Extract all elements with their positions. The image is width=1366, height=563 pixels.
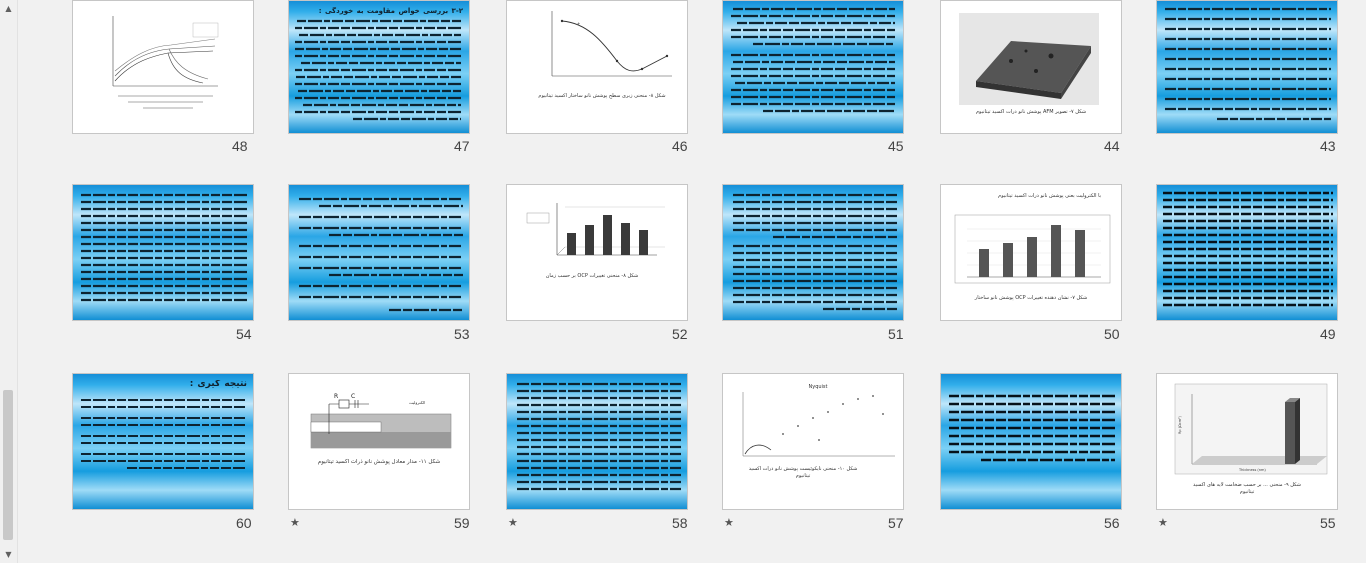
- slide-text-lines: [73, 185, 254, 321]
- slide-text-lines: [941, 374, 1122, 510]
- slide-number: 60: [236, 515, 252, 531]
- slide-number: 54: [236, 326, 252, 342]
- slide-number: 47: [454, 138, 470, 154]
- vertical-scrollbar[interactable]: [0, 0, 18, 563]
- svg-text:C: C: [351, 393, 356, 400]
- bar-chart-figure: [507, 185, 688, 321]
- animation-star-icon[interactable]: ★: [290, 516, 300, 529]
- slide-thumbnail-57[interactable]: [722, 373, 904, 510]
- slide-text-lines: [79, 390, 247, 500]
- slide-thumbnail-46[interactable]: [506, 0, 688, 134]
- figure-caption: شکل ۸- منحنی تغییرات OCP بر حسب زمان: [545, 273, 639, 279]
- figure-caption: شکل ۷- تصویر AFM پوشش نانو ذرات اکسید تیتانیوم: [975, 109, 1087, 115]
- slide-thumbnail-49[interactable]: [1156, 184, 1338, 321]
- slide-thumbnail-51[interactable]: [722, 184, 904, 321]
- scroll-up-icon[interactable]: ▲: [5, 4, 12, 13]
- animation-star-icon[interactable]: ★: [508, 516, 518, 529]
- slide-number: 59: [454, 515, 470, 531]
- slide-number: 50: [1104, 326, 1120, 342]
- slide-number: 48: [232, 138, 248, 154]
- slide-number: 49: [1320, 326, 1336, 342]
- slide-thumbnail-43[interactable]: [1156, 0, 1338, 134]
- svg-text:+: +: [577, 21, 581, 26]
- slide-thumbnail-54[interactable]: [72, 184, 254, 321]
- slide-text-lines: [507, 374, 688, 510]
- equivalent-circuit-figure: [289, 374, 470, 510]
- slide-text-lines: [1157, 185, 1338, 321]
- slide-thumbnail-55[interactable]: [1156, 373, 1338, 510]
- svg-text:Thickness (nm): Thickness (nm): [1239, 468, 1266, 472]
- slide-number: 45: [888, 138, 904, 154]
- figure-caption: شکل ۱۱- مدار معادل پوشش نانو ذرات اکسید تیتانیوم: [317, 459, 441, 465]
- figure-caption: شکل ۸- منحنی زبری سطح پوشش نانو ساختار اکسید تیتانیوم: [538, 93, 666, 99]
- slide-thumbnail-44[interactable]: [940, 0, 1122, 134]
- figure-caption: شکل ۹- منحنی ... بر حسب ضخامت لایه های اکسید تیتانیوم: [1193, 482, 1301, 495]
- scroll-down-icon[interactable]: ▼: [5, 550, 12, 559]
- slide-number: 53: [454, 326, 470, 342]
- slide-thumbnail-58[interactable]: [506, 373, 688, 510]
- slide-number: 58: [672, 515, 688, 531]
- slide-number: 44: [1104, 138, 1120, 154]
- animation-star-icon[interactable]: ★: [1158, 516, 1168, 529]
- polarization-curve-figure: [73, 1, 254, 134]
- slide-number: 52: [672, 326, 688, 342]
- svg-text:R: R: [334, 393, 339, 400]
- slide-number: 57: [888, 515, 904, 531]
- figure-caption: شکل ۱۰- منحنی نایکوئیست پوشش نانو ذرات اکسید تیتانیوم: [748, 466, 858, 479]
- slide-number: 55: [1320, 515, 1336, 531]
- slide-title: ۳-۲ بررسی خواص مقاومت به خوردگی :: [318, 7, 463, 15]
- slide-thumbnail-50[interactable]: [940, 184, 1122, 321]
- figure-caption: شکل ۷- نشان دهنده تغییرات OCP پوشش نانو ساختار: [974, 295, 1088, 301]
- slide-thumbnail-45[interactable]: [722, 0, 904, 134]
- slide-thumbnail-52[interactable]: [506, 184, 688, 321]
- svg-text:الکترولیت: الکترولیت: [409, 400, 426, 405]
- slide-title: نتیجه گیری :: [189, 380, 247, 389]
- slide-thumbnail-47[interactable]: [288, 0, 470, 134]
- slide-thumbnail-59[interactable]: [288, 373, 470, 510]
- svg-text:Rp (Ωcm²): Rp (Ωcm²): [1178, 416, 1182, 434]
- animation-star-icon[interactable]: ★: [724, 516, 734, 529]
- slide-text-lines: [1157, 1, 1338, 134]
- slide-thumbnail-56[interactable]: [940, 373, 1122, 510]
- slide-heading: با الکترولیت بعنی پوشش نانو ذرات اکسید تیتانیوم: [998, 193, 1101, 199]
- scrollbar-thumb[interactable]: [3, 390, 13, 540]
- slide-number: 46: [672, 138, 688, 154]
- slide-number: 43: [1320, 138, 1336, 154]
- slide-text-lines: [295, 17, 463, 127]
- slide-thumbnail-48[interactable]: [72, 0, 254, 134]
- chart-title: Nyquist: [808, 384, 828, 390]
- nyquist-plot-figure: [723, 374, 904, 510]
- slide-text-lines: [289, 185, 470, 321]
- slide-thumbnail-60[interactable]: [72, 373, 254, 510]
- roughness-curve-figure: [507, 1, 688, 134]
- slide-number: 56: [1104, 515, 1120, 531]
- slide-text-lines: [723, 1, 904, 134]
- slide-text-lines: [723, 185, 904, 321]
- slide-number: 51: [888, 326, 904, 342]
- slide-thumbnail-53[interactable]: [288, 184, 470, 321]
